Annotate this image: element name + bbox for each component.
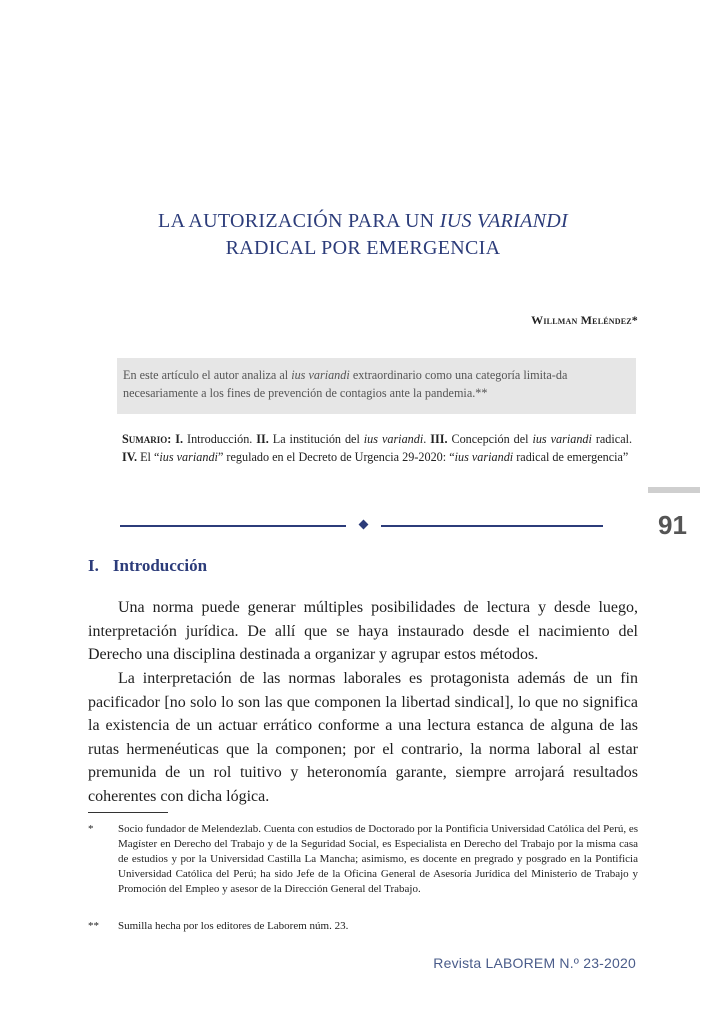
abstract-post: extraordinario como una categoría limita-da necesariamente a los fines de prevención de contagios ante la pandemia.**: [123, 368, 568, 400]
page-tab-marker: [648, 487, 700, 493]
article-title: [0, 208, 726, 262]
summary-label: Sumario:: [122, 432, 172, 446]
abstract-pre: En este artículo el autor analiza al: [123, 368, 292, 382]
page-number: 91: [658, 510, 687, 540]
paragraph-text: La interpretación de las normas laborales es protagonista además de un fin pacificador [no solo lo son las que componen la libertad sindical], lo que no significa la existencia de un actuar errático conforme a una lectura estanca de alguna de las rutas hermenéuticas que la componen; por el contrario, la norma laboral al estar premunida de un rol tuitivo y heteronomía garante, siempre arrojará resultados coherentes con dicha lógica.: [88, 670, 638, 805]
footnote-mark: **: [88, 920, 99, 932]
footnote-2: [88, 919, 638, 934]
summary-t4a: El “: [140, 450, 160, 464]
footnote-1: [88, 822, 638, 897]
summary-t2a: La institución del: [272, 432, 364, 446]
section-number: I.: [88, 556, 99, 575]
summary-t4c: radical de emergencia”: [513, 450, 629, 464]
summary-t3i: ius variandi: [532, 432, 592, 446]
title-line2: RADICAL POR EMERGENCIA: [225, 237, 501, 259]
summary-n2: II.: [256, 432, 269, 446]
body-paragraph-2: [88, 667, 638, 808]
title-line1-italic: IUS VARIANDI: [439, 210, 568, 232]
summary-t1: Introducción.: [187, 432, 253, 446]
summary-t3a: Concepción del: [451, 432, 533, 446]
summary-t4b: ” regulado en el Decreto de Urgencia 29-2020: “: [217, 450, 455, 464]
abstract-box: [117, 358, 636, 414]
body-paragraph-1: [88, 596, 638, 667]
footnote-text: Sumilla hecha por los editores de Laborem núm. 23.: [118, 920, 349, 932]
section-title: Introducción: [112, 556, 208, 575]
summary-n1: I.: [175, 432, 184, 446]
paragraph-text: Una norma puede generar múltiples posibilidades de lectura y desde luego, interpretación jurídica. De allí que se haya instaurado desde el nacimiento del Derecho una disciplina destinada a organizar y agrupar estos métodos.: [88, 599, 638, 663]
summary-n3: III.: [430, 432, 448, 446]
section-heading: [88, 556, 207, 576]
footnote-rule: [88, 812, 168, 813]
footnote-text: Socio fundador de Melendezlab. Cuenta con estudios de Doctorado por la Pontificia Universidad Católica del Perú, es Magíster en Derecho del Trabajo y de la Seguridad Social, es Especialista en Derecho del Trabajo por la misma casa de estudios y por la Universidad Castilla La Mancha; asimismo, es docente en pregrado y posgrado en la Pontificia Universidad Católica del Perú; ha sido Jefe de la Oficina General de Asesoría Jurídica del Ministerio de Trabajo y Promoción del Empleo y asesor de la Dirección General del Trabajo.: [118, 823, 638, 895]
abstract-italic: ius variandi: [291, 368, 350, 382]
title-line1-prefix: LA AUTORIZACIÓN PARA UN: [158, 210, 440, 232]
summary-t4i2: ius variandi: [454, 450, 514, 464]
section-divider-left: [120, 525, 346, 527]
summary-t3b: radical.: [591, 432, 633, 446]
summary-block: [122, 430, 632, 466]
summary-n4: IV.: [122, 450, 138, 464]
section-divider-right: [381, 525, 603, 527]
author-name: Willman Meléndez*: [531, 313, 638, 327]
footnote-mark: *: [88, 823, 94, 835]
summary-t2b: .: [423, 432, 427, 446]
summary-t4i: ius variandi: [159, 450, 218, 464]
summary-t2i: ius variandi: [363, 432, 424, 446]
journal-footer: Revista LABOREM N.º 23-2020: [433, 955, 636, 971]
divider-diamond-icon: [359, 520, 369, 530]
